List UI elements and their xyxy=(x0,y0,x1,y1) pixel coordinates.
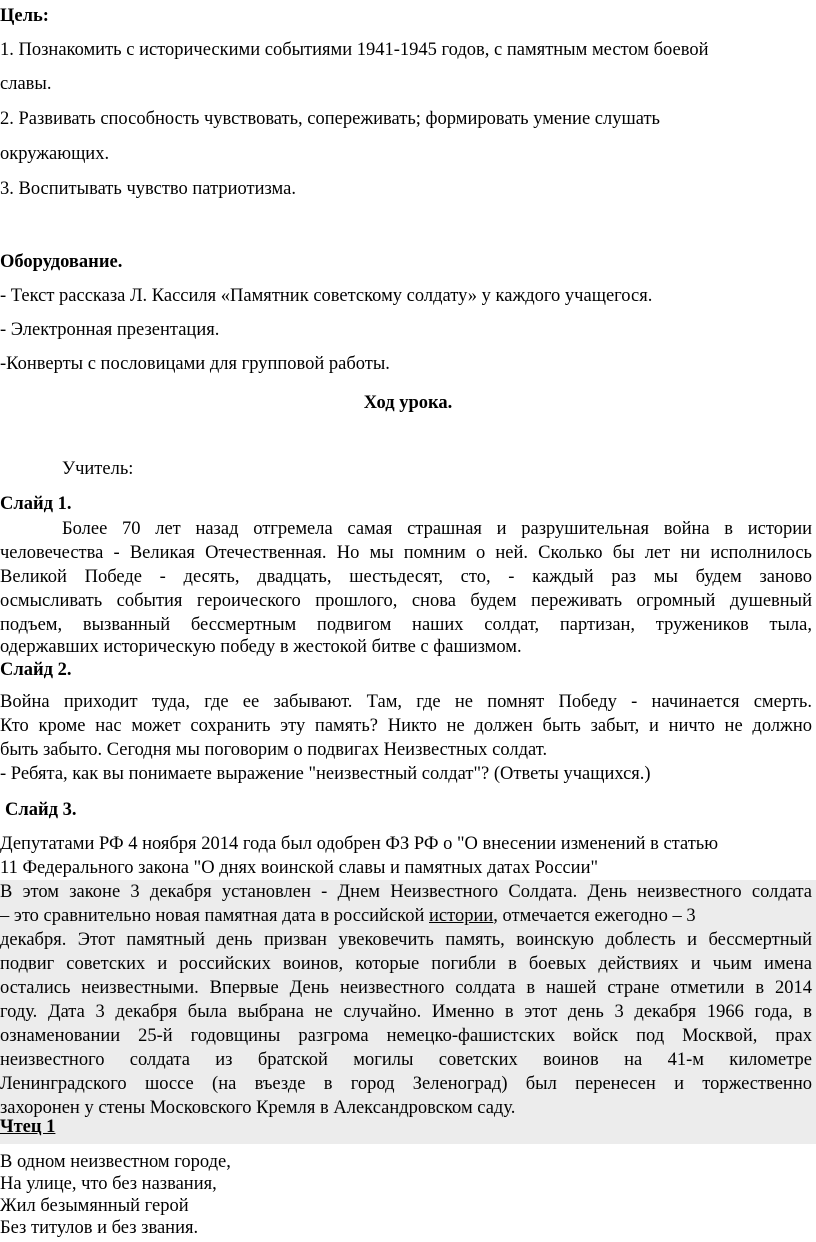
slide-3-highlighted-line: захоронен у стены Московского Кремля в Александровском саду. xyxy=(0,1098,516,1118)
slide-1-line: Более 70 лет назад отгремела самая страшная и разрушительная война в истории xyxy=(62,519,812,539)
slide-3-line: 11 Федерального закона "О днях воинской славы и памятных датах России" xyxy=(0,858,599,878)
reader-1-heading: Чтец 1 xyxy=(0,1117,56,1137)
slide-2-line: Война приходит туда, где ее забывают. Там, где не помнят Победу - начинается смерть. xyxy=(0,692,812,712)
goal-item-2-line-1: 2. Развивать способность чувствовать, сопереживать; формировать умение слушать xyxy=(0,109,660,129)
slide-3-highlighted-line: декабря. Этот памятный день призван увековечить память, воинскую доблесть и бессмертный xyxy=(0,930,812,950)
slide-1-line: осмысливать события героического прошлого, снова будем переживать огромный душевный xyxy=(0,591,812,611)
equipment-item-3: -Конверты с пословицами для групповой работы. xyxy=(0,354,390,374)
poem-line: На улице, что без названия, xyxy=(0,1174,217,1194)
poem-line: Без титулов и без звания. xyxy=(0,1218,199,1238)
slide-2-line: быть забыто. Сегодня мы поговорим о подвигах Неизвестных солдат. xyxy=(0,740,548,760)
slide-2-line: - Ребята, как вы понимаете выражение "неизвестный солдат"? (Ответы учащихся.) xyxy=(0,764,651,784)
goal-item-2-line-2: окружающих. xyxy=(0,144,110,164)
slide-2-heading: Слайд 2. xyxy=(0,660,72,680)
slide-1-line: человечества - Великая Отечественная. Но мы помним о ней. Сколько бы лет ни исполнилось xyxy=(0,543,812,563)
slide-3-highlighted-line: ознаменовании 25-й годовщины разгрома немецко-фашистских войск под Москвой, прах xyxy=(0,1026,812,1046)
lesson-heading: Ход урока. xyxy=(363,393,453,413)
slide-1-line: подъем, вызванный бессмертным подвигом наших солдат, партизан, тружеников тыла, xyxy=(0,615,812,635)
slide-3-heading: Слайд 3. xyxy=(5,800,77,820)
poem-line: В одном неизвестном городе, xyxy=(0,1152,231,1172)
goal-item-3: 3. Воспитывать чувство патриотизма. xyxy=(0,179,296,199)
slide-3-highlighted-line: году. Дата 3 декабря была выбрана не случайно. Именно в этот день 3 декабря 1966 года, в xyxy=(0,1002,812,1022)
goal-item-1-line-1: 1. Познакомить с историческими событиями 1941-1945 годов, с памятным местом боевой xyxy=(0,40,709,60)
slide-3-highlighted-line: Ленинградского шоссе (на въезде в город Зеленоград) был перенесен и торжественно xyxy=(0,1074,812,1094)
equipment-item-1: - Текст рассказа Л. Кассиля «Памятник советскому солдату» у каждого учащегося. xyxy=(0,286,653,306)
goal-item-1-line-2: славы. xyxy=(0,74,52,94)
teacher-label: Учитель: xyxy=(62,459,134,479)
slide-3-line: Депутатами РФ 4 ноября 2014 года был одобрен ФЗ РФ о "О внесении изменений в статью xyxy=(0,834,719,854)
equipment-heading: Оборудование. xyxy=(0,252,123,272)
poem-line: Жил безымянный герой xyxy=(0,1196,189,1216)
slide-3-highlighted-line: остались неизвестными. Впервые День неизвестного солдата в нашей стране отметили в 2014 xyxy=(0,978,812,998)
goal-heading: Цель: xyxy=(0,6,49,26)
slide-1-heading: Слайд 1. xyxy=(0,494,72,514)
slide-3-highlighted-line: В этом законе 3 декабря установлен - Днем Неизвестного Солдата. День неизвестного солдата xyxy=(0,882,812,902)
history-link[interactable]: истории xyxy=(429,906,494,926)
slide-3-highlighted-line: – это сравнительно новая памятная дата в российской истории, отмечается ежегодно – 3 xyxy=(0,906,696,926)
slide-2-line: Кто кроме нас может сохранить эту память? Никто не должен быть забыт, и ничто не должно xyxy=(0,716,812,736)
slide-3-highlighted-line: неизвестного солдата из братской могилы советских воинов на 41-м километре xyxy=(0,1050,812,1070)
slide-1-line: Великой Победе - десять, двадцать, шестьдесят, сто, - каждый раз мы будем заново xyxy=(0,567,812,587)
equipment-item-2: - Электронная презентация. xyxy=(0,320,220,340)
slide-3-highlighted-line: подвиг советских и российских воинов, которые погибли в боевых действиях и чьим имена xyxy=(0,954,812,974)
slide-1-line: одержавших историческую победу в жестокой битве с фашизмом. xyxy=(0,637,522,657)
